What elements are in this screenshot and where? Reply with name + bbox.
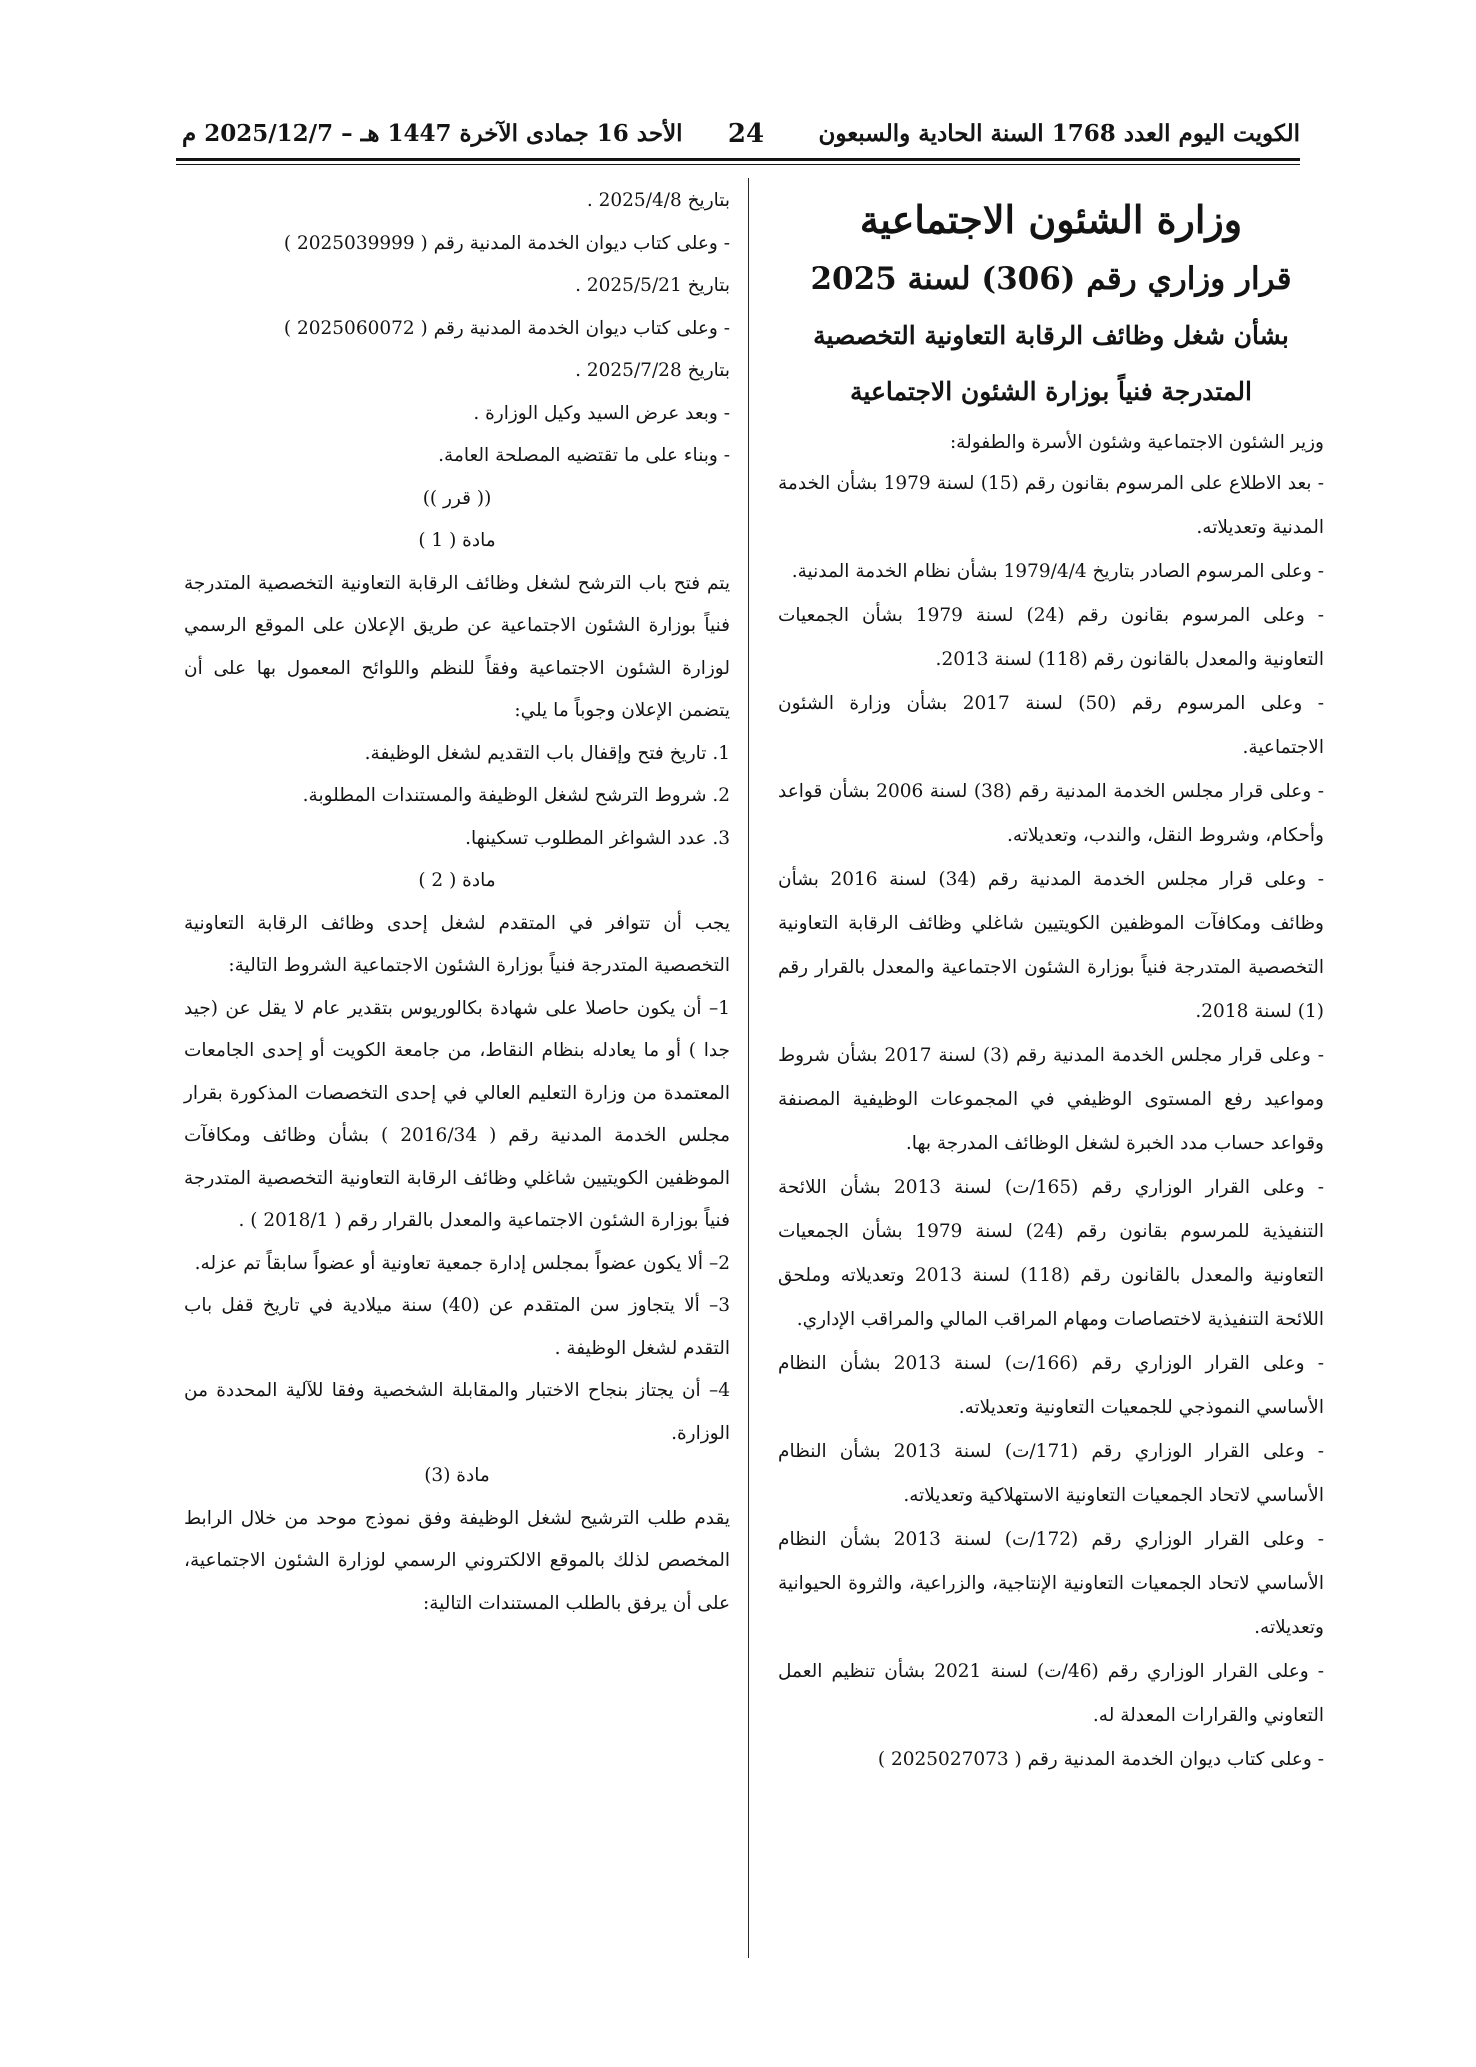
preamble-item: - وعلى القرار الوزاري رقم (166/ت) لسنة 2013 بشأن النظام الأساسي النموذجي للجمعيات التعاونية وتعديلاته. xyxy=(778,1353,1324,1418)
column-divider xyxy=(748,178,749,1958)
preamble-item: - وعلى كتاب ديوان الخدمة المدنية رقم ( 2025039999 ) xyxy=(283,232,730,254)
preamble-item: - وعلى المرسوم الصادر بتاريخ 1979/4/4 بشأن نظام الخدمة المدنية. xyxy=(791,561,1324,582)
preamble-item: - وعلى القرار الوزاري رقم (172/ت) لسنة 2013 بشأن النظام الأساسي لاتحاد الجمعيات التعاونية الإنتاجية، والزراعية، والثروة الحيوانية وتعديلاته. xyxy=(778,1529,1324,1638)
header-page-number: 24 xyxy=(727,119,765,149)
article-1-item: 1. تاريخ فتح وإقفال باب التقديم لشغل الوظيفة. xyxy=(364,742,730,764)
preamble-item: بتاريخ 2025/4/8 . xyxy=(586,190,730,211)
preamble-item: - وبناء على ما تقتضيه المصلحة العامة. xyxy=(438,445,730,466)
preamble-item: - وبعد عرض السيد وكيل الوزارة . xyxy=(473,402,730,424)
preamble-item: - وعلى القرار الوزاري رقم (46/ت) لسنة 2021 بشأن تنظيم العمل التعاوني والقرارات المعدلة له. xyxy=(778,1661,1324,1726)
article-2-title: مادة ( 2 ) xyxy=(418,870,496,891)
preamble-item: - وعلى المرسوم بقانون رقم (24) لسنة 1979 بشأن الجمعيات التعاونية والمعدل بالقانون رقم (118) لسنة 2013. xyxy=(778,605,1324,670)
header-issue-info: الكويت اليوم العدد 1768 السنة الحادية والسبعون xyxy=(818,120,1300,147)
preamble-item: - وعلى قرار مجلس الخدمة المدنية رقم (3) لسنة 2017 بشأن شروط ومواعيد رفع المستوى الوظيفي في المجموعات الوظيفية المصنفة وقواعد حساب مدد الخبرة لشغل الوظائف المدرجة بها. xyxy=(778,1045,1324,1154)
article-1-title: مادة ( 1 ) xyxy=(418,530,496,551)
preamble-item: - وعلى كتاب ديوان الخدمة المدنية رقم ( 2025027073 ) xyxy=(877,1749,1324,1770)
preamble-item: بتاريخ 2025/7/28 . xyxy=(575,360,730,381)
article-2-text: يجب أن تتوافر في المتقدم لشغل إحدى وظائف الرقابة التعاونية التخصصية المتدرجة فنياً بوزارة الشئون الاجتماعية الشروط التالية: xyxy=(184,912,730,976)
preamble-item: - بعد الاطلاع على المرسوم بقانون رقم (15) لسنة 1979 بشأن الخدمة المدنية وتعديلاته. xyxy=(778,473,1324,538)
preamble-item: - وعلى القرار الوزاري رقم (171/ت) لسنة 2013 بشأن النظام الأساسي لاتحاد الجمعيات التعاونية الاستهلاكية وتعديلاته. xyxy=(778,1441,1324,1506)
left-column xyxy=(184,180,730,1625)
preamble-list xyxy=(778,462,1324,1782)
ministry-title: وزارة الشئون الاجتماعية xyxy=(859,197,1243,242)
article-1-item: 3. عدد الشواغر المطلوب تسكينها. xyxy=(465,827,730,849)
article-1-text: يتم فتح باب الترشح لشغل وظائف الرقابة التعاونية التخصصية المتدرجة فنياً بوزارة الشئون الاجتماعية عن طريق الإعلان على الموقع الرسمي لوزارة الشئون الاجتماعية وفقاً للنظم واللوائح المعمول بها على أن يتضمن الإعلان وجوباً ما يلي: xyxy=(184,572,730,721)
article-1-item: 2. شروط الترشح لشغل الوظيفة والمستندات المطلوبة. xyxy=(302,785,730,806)
article-2-item: 4– أن يجتاز بنجاح الاختبار والمقابلة الشخصية وفقا للآلية المحددة من الوزارة. xyxy=(184,1380,730,1444)
decides-heading: (( قرر )) xyxy=(422,487,492,509)
decree-subject-line-1: بشأن شغل وظائف الرقابة التعاونية التخصصية xyxy=(813,321,1289,350)
article-3-title: مادة (3) xyxy=(424,1465,490,1486)
article-2-item: 1– أن يكون حاصلا على شهادة بكالوريوس بتقدير عام لا يقل عن (جيد جدا ) أو ما يعادله بنظام النقاط، من جامعة الكويت أو إحدى الجامعات المعتمدة من وزارة التعليم العالي في إحدى التخصصات المذكورة بقرار مجلس الخدمة المدنية رقم ( 2016/34 ) بشأن وظائف ومكافآت الموظفين الكويتيين شاغلي وظائف الرقابة التعاونية التخصصية المتدرجة فنياً بوزارة الشئون الاجتماعية والمعدل بالقرار رقم ( 2018/1 ) . xyxy=(184,997,730,1231)
preamble-item: - وعلى كتاب ديوان الخدمة المدنية رقم ( 2025060072 ) xyxy=(283,317,730,339)
article-3-text: يقدم طلب الترشيح لشغل الوظيفة وفق نموذج موحد من خلال الرابط المخصص لذلك بالموقع الالكتروني الرسمي لوزارة الشئون الاجتماعية، على أن يرفق بالطلب المستندات التالية: xyxy=(184,1507,730,1614)
decree-subject-line-2: المتدرجة فنياً بوزارة الشئون الاجتماعية xyxy=(850,377,1252,406)
decree-title: قرار وزاري رقم (306) لسنة 2025 xyxy=(810,261,1292,297)
preamble-item: بتاريخ 2025/5/21 . xyxy=(575,275,730,296)
article-2-item: 3– ألا يتجاوز سن المتقدم عن (40) سنة ميلادية في تاريخ قفل باب التقدم لشغل الوظيفة . xyxy=(184,1295,730,1359)
preamble-item: - وعلى قرار مجلس الخدمة المدنية رقم (34) لسنة 2016 بشأن وظائف ومكافآت الموظفين الكويتيين شاغلي وظائف الرقابة التعاونية التخصصية المتدرجة فنياً بوزارة الشئون الاجتماعية والمعدل بالقرار رقم (1) لسنة 2018. xyxy=(778,869,1324,1022)
preamble-item: - وعلى قرار مجلس الخدمة المدنية رقم (38) لسنة 2006 بشأن قواعد وأحكام، وشروط النقل، والندب، وتعديلاته. xyxy=(778,781,1325,846)
preamble-continued xyxy=(184,180,730,478)
header-date: الأحد 16 جمادى الآخرة 1447 هـ – 2025/12/7 م xyxy=(182,120,683,147)
right-column xyxy=(778,180,1324,1782)
preamble-item: - وعلى القرار الوزاري رقم (165/ت) لسنة 2013 بشأن اللائحة التنفيذية للمرسوم بقانون رقم (24) لسنة 1979 بشأن الجمعيات التعاونية والمعدل بالقانون رقم (118) لسنة 2013 وتعديلاته وملحق اللائحة التنفيذية لاختصاصات ومهام المراقب المالي والمراقب الإداري. xyxy=(778,1177,1325,1330)
minister-line: وزير الشئون الاجتماعية وشئون الأسرة والطفولة: xyxy=(949,432,1324,453)
header-rule-thin xyxy=(176,164,1300,165)
preamble-item: - وعلى المرسوم رقم (50) لسنة 2017 بشأن وزارة الشئون الاجتماعية. xyxy=(778,693,1324,758)
header-rule-thick xyxy=(176,158,1300,161)
article-2-item: 2– ألا يكون عضواً بمجلس إدارة جمعية تعاونية أو عضواً سابقاً تم عزله. xyxy=(194,1252,730,1274)
